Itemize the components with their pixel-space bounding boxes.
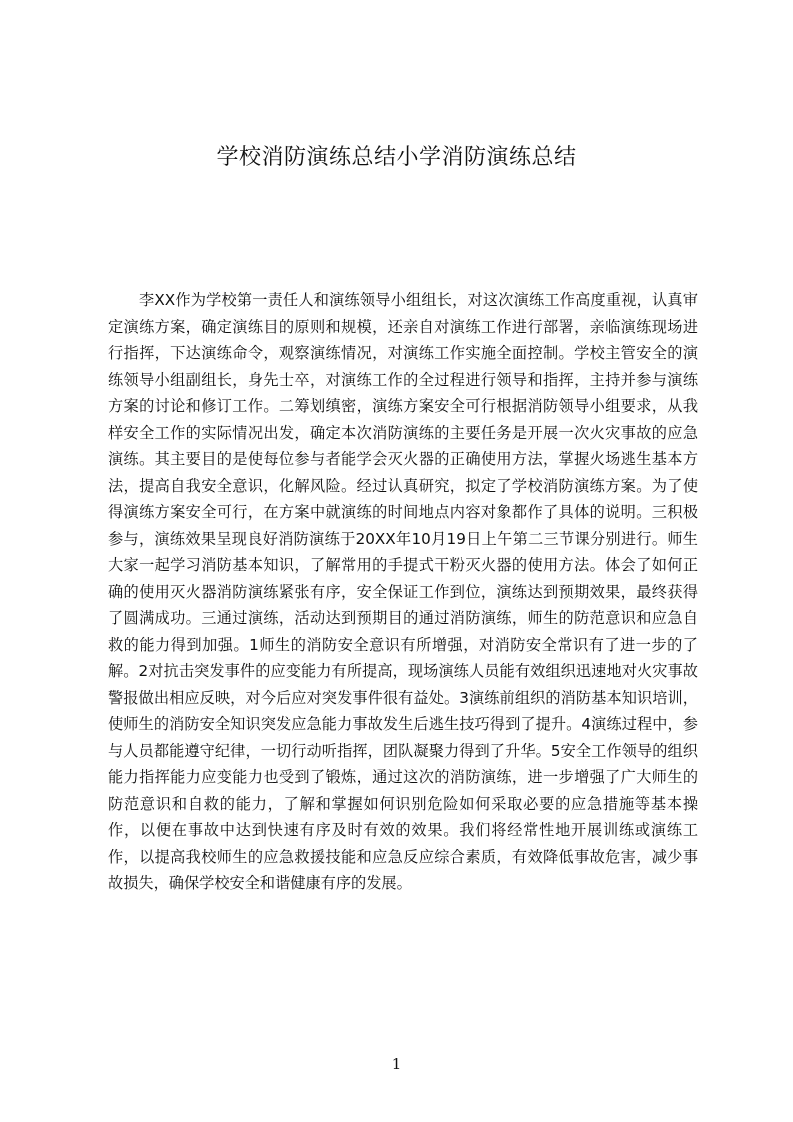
page-number: 1 xyxy=(391,1055,402,1073)
document-title: 学校消防演练总结小学消防演练总结 xyxy=(216,145,577,170)
document-body-paragraph: 李XX作为学校第一责任人和演练领导小组组长，对这次演练工作高度重视，认真审定演练方案，确定演练目的原则和规模，还亲自对演练工作进行部署，亲临演练现场进行指挥，下达演练命令，观察演练情况，对演练工作实施全面控制。学校主管安全的演练领导小组副组长，身先士卒，对演练工作的全过程进行领导和指挥，主持并参与演练方案的讨论和修订工作。二筹划缜密，演练方案安全可行根据消防领导小组要求，从我样安全工作的实际情况出发，确定本次消防演练的主要任务是开展一次火灾事故的应急演练。其主要目的是使每位参与者能学会灭火器的正确使用方法，掌握火场逃生基本方法，提高自我安全意识，化解风险。经过认真研究，拟定了学校消防演练方案。为了使得演练方案安全可行，在方案中就演练的时间地点内容对象都作了具体的说明。三积极参与，演练效果呈现良好消防演练于20XX年10月19日上午第二三节课分别进行。师生大家一起学习消防基本知识，了解常用的手提式干粉灭火器的使用方法。体会了如何正确的使用灭火器消防演练紧张有序，安全保证工作到位，演练达到预期效果，最终获得了圆满成功。三通过演练，活动达到预期目的通过消防演练，师生的防范意识和应急自救的能力得到加强。1师生的消防安全意识有所增强，对消防安全常识有了进一步的了解。2对抗击突发事件的应变能力有所提高，现场演练人员能有效组织迅速地对火灾事故警报做出相应反映，对今后应对突发事件很有益处。3演练前组织的消防基本知识培训，使师生的消防安全知识突发应急能力事故发生后逃生技巧得到了提升。4演练过程中，参与人员都能遵守纪律，一切行动听指挥，团队凝聚力得到了升华。5安全工作领导的组织能力指挥能力应变能力也受到了锻炼，通过这次的消防演练，进一步增强了广大师生的防范意识和自救的能力，了解和掌握如何识别危险如何采取必要的应急措施等基本操作，以便在事故中达到快速有序及时有效的效果。我们将经常性地开展训练或演练工作，以提高我校师生的应急救援技能和应急反应综合素质，有效降低事故危害，减少事故损失，确保学校安全和谐健康有序的发展。 xyxy=(108,291,698,892)
